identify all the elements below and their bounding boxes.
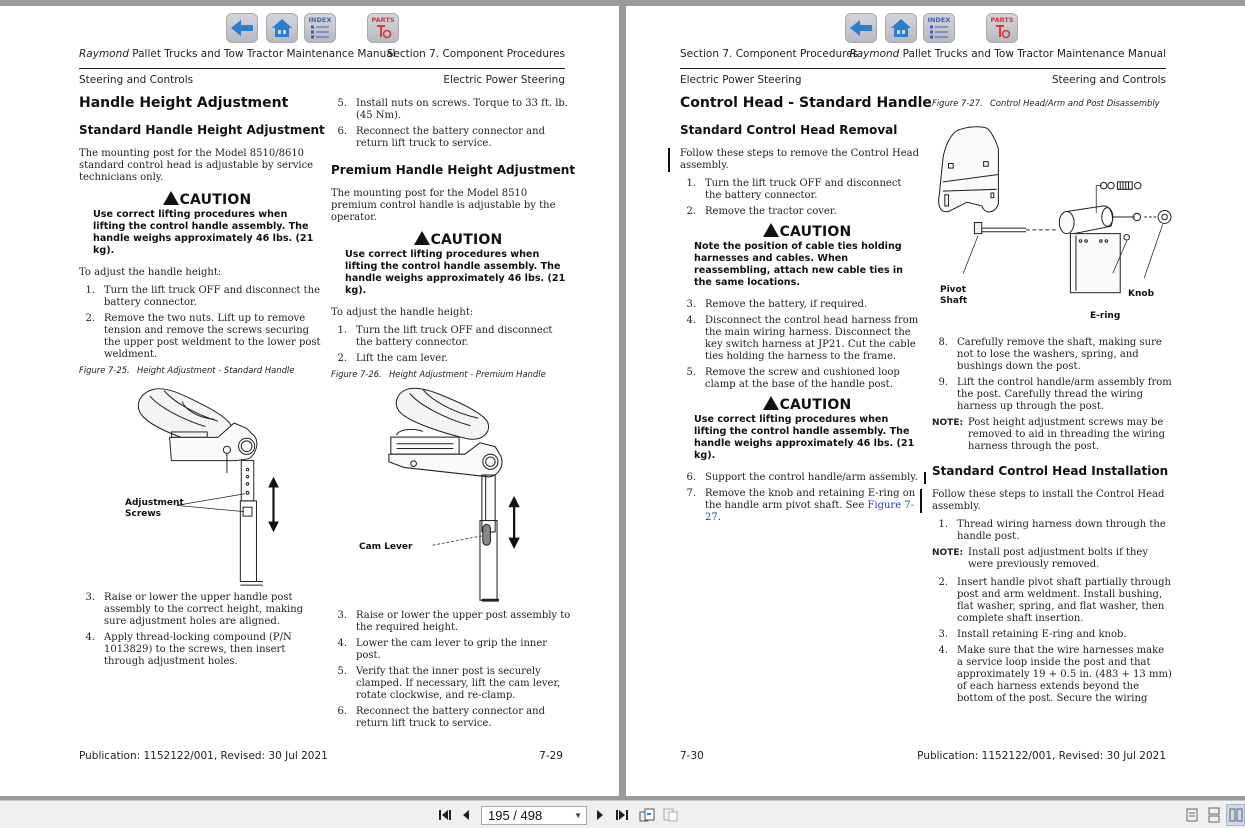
note: NOTE: Install post adjustment bolts if they were previously removed. — [932, 547, 1148, 570]
list-item: 5. Verify that the inner post is securely clamped. If necessary, lift the cam lever, rotate clockwise, and re-clamp. — [337, 666, 561, 701]
right-page — [626, 6, 1245, 796]
subheader-right: Electric Power Steering — [443, 74, 565, 86]
previous-view-icon — [639, 807, 655, 823]
list-item: 4. Apply thread-locking compound (P/N 1013829) to the screws, then insert through adjustment holes. — [85, 632, 292, 667]
index-icon — [926, 15, 952, 41]
first-page-button[interactable] — [437, 807, 453, 823]
warning-triangle-icon — [763, 223, 779, 237]
next-page-icon — [596, 809, 604, 821]
running-header-section: Section 7. Component Procedures — [386, 48, 565, 60]
footer-publication: Publication: 1152122/001, Revised: 30 Jul 2021 — [917, 750, 1166, 762]
header-rule — [79, 68, 565, 69]
continuous-view-button[interactable] — [1206, 807, 1222, 823]
figure-standard-handle-illustration — [119, 380, 299, 586]
first-page-icon — [438, 809, 452, 821]
home-button[interactable] — [885, 13, 917, 43]
index-label: INDEX — [927, 16, 951, 24]
parts-label: PARTS — [371, 16, 395, 24]
list-item: 1. Turn the lift truck OFF and disconnect the battery connector. — [85, 285, 321, 308]
list-item: 2. Remove the tractor cover. — [686, 206, 837, 217]
figure-7-27-link[interactable]: Figure 7-27 — [705, 500, 915, 523]
subheader-left: Steering and Controls — [79, 74, 194, 86]
figure-control-head-disassembly — [932, 113, 1172, 331]
list-item: 3. Install retaining E-ring and knob. — [938, 629, 1127, 640]
page-title: Control Head - Standard Handle — [680, 95, 932, 111]
changed-block — [680, 148, 920, 172]
last-page-button[interactable] — [614, 807, 630, 823]
page-title: Handle Height Adjustment — [79, 95, 289, 111]
figure-caption-7-25: Figure 7-25. Height Adjustment - Standard Handle — [79, 365, 295, 375]
change-bar — [668, 148, 670, 172]
left-page — [0, 6, 619, 796]
continuous-icon — [1208, 807, 1220, 823]
list-item: 3. Remove the battery, if required. — [686, 299, 868, 310]
figure-premium-handle — [331, 384, 571, 604]
list-item: 4. Disconnect the control head harness from the main wiring harness. Disconnect the key switch harness at JP21. Cut the cable ties holding the harness to the frame. — [686, 315, 919, 362]
subheader-right: Steering and Controls — [1051, 74, 1166, 86]
list-item: 1. Turn the lift truck OFF and disconnect the battery connector. — [337, 325, 553, 348]
list-item: 9. Lift the control handle/arm assembly from the post. Carefully thread the wiring harness up through the post. — [938, 377, 1172, 412]
next-page-button[interactable] — [594, 807, 606, 823]
list-item: 7. Remove the knob and retaining E-ring on the handle arm pivot shaft. See Figure 7-27. — [686, 488, 916, 523]
caution-box-cable-ties: CAUTION Note the position of cable ties holding harnesses and cables. When reassembling, attach new cable ties in the same locations. — [694, 224, 903, 288]
list-item: 1. Thread wiring harness down through the handle post. — [938, 519, 1166, 542]
back-button[interactable] — [226, 13, 258, 43]
knob-label: Knob — [1128, 289, 1155, 299]
page-indicator: 195 / 498 — [488, 808, 543, 823]
change-bar — [924, 472, 926, 484]
list-item: 3. Raise or lower the upper handle post assembly to the correct height, making sure adjustment holes are aligned. — [85, 592, 304, 627]
figure-standard-handle — [79, 380, 321, 586]
footer-page-number: 7-29 — [539, 750, 563, 762]
parts-button[interactable] — [986, 13, 1018, 43]
warning-triangle-icon — [414, 231, 430, 245]
next-view-icon — [663, 807, 679, 823]
list-item: 5. Install nuts on screws. Torque to 33 ft. lb. (45 Nm). — [337, 98, 569, 121]
list-item: 4. Make sure that the wire harnesses make a service loop inside the post and that approximately 19 + 0.5 in. (483 + 13 mm) of each harness extends beyond the bottom of the post. Secure the wiring — [938, 645, 1172, 704]
home-icon — [890, 18, 912, 38]
list-item: 2. Lift the cam lever. — [337, 353, 449, 364]
e-ring-label: E-ring — [1090, 311, 1121, 321]
single-page-view-button[interactable] — [1184, 807, 1200, 823]
last-page-icon — [615, 809, 629, 821]
parts-icon — [989, 15, 1015, 41]
footer-publication: Publication: 1152122/001, Revised: 30 Jul 2021 — [79, 750, 328, 762]
viewer-toolbar — [0, 800, 1245, 828]
warning-triangle-icon — [763, 396, 779, 410]
index-label: INDEX — [308, 16, 332, 24]
running-header-title: Raymond Pallet Trucks and Tow Tractor Maintenance Manual — [849, 48, 1166, 60]
section-heading-removal: Standard Control Head Removal — [680, 123, 898, 137]
running-header-section: Section 7. Component Procedures — [680, 48, 859, 60]
parts-icon — [370, 15, 396, 41]
two-page-view-button[interactable] — [1226, 804, 1245, 826]
changed-block — [680, 472, 920, 484]
previous-view-button[interactable] — [638, 807, 656, 823]
list-item: 5. Remove the screw and cushioned loop clamp at the base of the handle post. — [686, 367, 900, 390]
section-heading-standard: Standard Handle Height Adjustment — [79, 123, 325, 137]
standard-lead: To adjust the handle height: — [79, 267, 222, 278]
two-page-icon — [1229, 808, 1243, 822]
figure-premium-handle-illustration — [381, 384, 541, 604]
footer-page-number: 7-30 — [680, 750, 704, 762]
caution-box-lifting: CAUTION Use correct lifting procedures when lifting the control handle assembly. The handle weighs approximately 46 lbs. (21 kg). — [694, 397, 915, 461]
running-header-title: Raymond Pallet Trucks and Tow Tractor Maintenance Manual — [79, 48, 396, 60]
figure-caption-7-26: Figure 7-26. Height Adjustment - Premium Handle — [331, 369, 546, 379]
list-item: 3. Raise or lower the upper post assembly to the required height. — [337, 610, 571, 633]
list-item: 8. Carefully remove the shaft, making sure not to lose the washers, spring, and bushings down the post. — [938, 337, 1162, 372]
figure-caption-7-27: Figure 7-27. Control Head/Arm and Post Disassembly — [932, 98, 1160, 108]
single-page-icon — [1186, 808, 1198, 822]
note: NOTE: Post height adjustment screws may be removed to aid in threading the wiring harness through the post. — [932, 417, 1165, 452]
installation-intro: Follow these steps to install the Control Head assembly. — [932, 489, 1165, 512]
list-item: 6. Support the control handle/arm assembly. — [686, 472, 918, 483]
section-heading-premium: Premium Handle Height Adjustment — [331, 163, 576, 177]
back-button[interactable] — [845, 13, 877, 43]
list-item: 2. Remove the two nuts. Lift up to remove tension and remove the screws securing the upper post weldment to the lower post weldment. — [85, 313, 321, 360]
index-button[interactable] — [923, 13, 955, 43]
pivot-shaft-label: Pivot Shaft — [940, 285, 968, 306]
cam-lever-label: Cam Lever — [359, 542, 413, 552]
adjustment-screws-label: Adjustment Screws — [125, 498, 184, 519]
caution-box: CAUTION Use correct lifting procedures when lifting the control handle assembly. The handle weighs approximately 46 lbs. (21 kg). — [93, 192, 314, 256]
parts-label: PARTS — [990, 16, 1014, 24]
left-page-column-2 — [331, 98, 576, 734]
left-page-column-1 — [79, 94, 325, 672]
list-item: 1. Turn the lift truck OFF and disconnect the battery connector. — [686, 178, 902, 201]
previous-page-icon — [462, 809, 470, 821]
parts-button[interactable] — [367, 13, 399, 43]
previous-page-button[interactable] — [460, 807, 472, 823]
page-dropdown-icon[interactable]: ▼ — [574, 811, 582, 820]
right-page-column-1 — [680, 94, 932, 528]
subheader-left: Electric Power Steering — [680, 74, 802, 86]
removal-intro: Follow these steps to remove the Control Head assembly. — [680, 148, 919, 171]
caution-box: CAUTION Use correct lifting procedures when lifting the control handle assembly. The handle weighs approximately 46 lbs. (21 kg). — [345, 232, 566, 296]
premium-intro: The mounting post for the Model 8510 premium control handle is adjustable by the operator. — [331, 188, 556, 223]
change-bar — [920, 489, 922, 513]
home-icon — [271, 18, 293, 38]
index-button[interactable] — [304, 13, 336, 43]
right-page-column-2 — [932, 98, 1172, 709]
list-item: 4. Lower the cam lever to grip the inner post. — [337, 638, 548, 661]
list-item: 6. Reconnect the battery connector and return lift truck to service. — [337, 706, 545, 729]
figure-control-head-disassembly-illustration — [926, 121, 1176, 301]
list-item: 6. Reconnect the battery connector and return lift truck to service. — [337, 126, 545, 149]
index-icon — [307, 15, 333, 41]
back-arrow-icon — [230, 19, 254, 37]
next-view-button[interactable] — [662, 807, 680, 823]
header-rule — [680, 68, 1166, 69]
warning-triangle-icon — [163, 191, 179, 205]
page-number-input[interactable] — [481, 806, 587, 825]
premium-lead: To adjust the handle height: — [331, 307, 474, 318]
home-button[interactable] — [266, 13, 298, 43]
list-item: 2. Insert handle pivot shaft partially through post and arm weldment. Install bushing, flat washer, spring, and flat washer, then complete shaft insertion. — [938, 577, 1171, 624]
section-heading-installation: Standard Control Head Installation — [932, 464, 1169, 478]
back-arrow-icon — [849, 19, 873, 37]
standard-intro: The mounting post for the Model 8510/8610 standard control head is adjustable by service technicians only. — [79, 148, 314, 183]
changed-block — [932, 489, 1172, 513]
